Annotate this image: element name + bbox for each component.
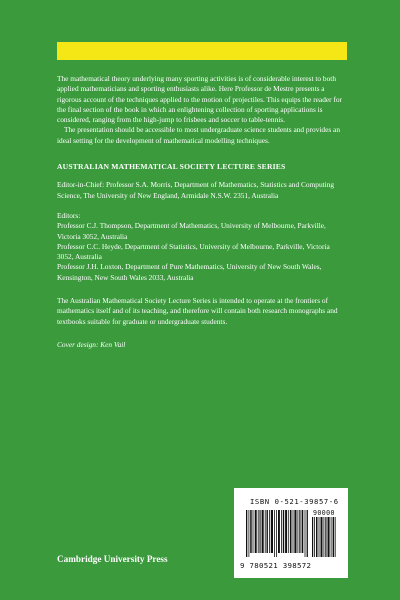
editor-item: Professor J.H. Loxton, Department of Pure Mathematics, University of New South Wales, Kensington, New South Wales 2033, Australia <box>57 262 322 282</box>
series-statement: The Australian Mathematical Society Lecture Series is intended to operate at the frontiers of mathematics itself and of its teaching, and therefore will contain both research monographs and textbooks suitable for graduate or undergraduate students. <box>57 296 338 326</box>
isbn-text: ISBN 0-521-39857-6 <box>250 497 339 506</box>
publisher-name: Cambridge University Press <box>57 554 168 564</box>
description-paragraph-2: The presentation should be accessible to most undergraduate science students and provides an ideal setting for the development of mathematical modelling techniques. <box>57 125 340 145</box>
editor-in-chief: Editor-in-Chief: Professor S.A. Morris, Department of Mathematics, Statistics and Computing Science, The University of New England, Armidale N.S.W. 2351, Australia <box>57 180 335 200</box>
price-code: 90000 <box>313 509 335 517</box>
editors-label: Editors: <box>57 210 81 220</box>
editor-item: Professor C.J. Thompson, Department of Mathematics, University of Melbourne, Parkville, Victoria 3052, Australia <box>57 221 326 241</box>
barcode-price-addon <box>312 517 336 557</box>
barcode-number: 9 780521 398572 <box>240 561 312 570</box>
description-paragraph-1: The mathematical theory underlying many sporting activities is of considerable interest to both applied mathematicians and sporting enthusiasts alike. Here Professor de Mestre presents a rigorous account of the techniques applied to the motion of projectiles. This equips the reader for the final section of the book in which an enlightening collection of sporting applications is considered, ranging from the high-jump to frisbees and soccer to table-tennis. <box>57 74 342 125</box>
cover-text <box>57 74 347 350</box>
cover-design-credit: Cover design: Ken Vail <box>57 339 126 349</box>
editor-item: Professor C.C. Heyde, Department of Statistics, University of Melbourne, Parkville, Victoria 3052, Australia <box>57 241 330 262</box>
series-title: AUSTRALIAN MATHEMATICAL SOCIETY LECTURE SERIES <box>57 162 286 172</box>
top-band <box>0 0 400 40</box>
barcode-main <box>246 510 308 557</box>
barcode-panel <box>234 488 348 578</box>
yellow-accent-bar <box>57 42 347 60</box>
